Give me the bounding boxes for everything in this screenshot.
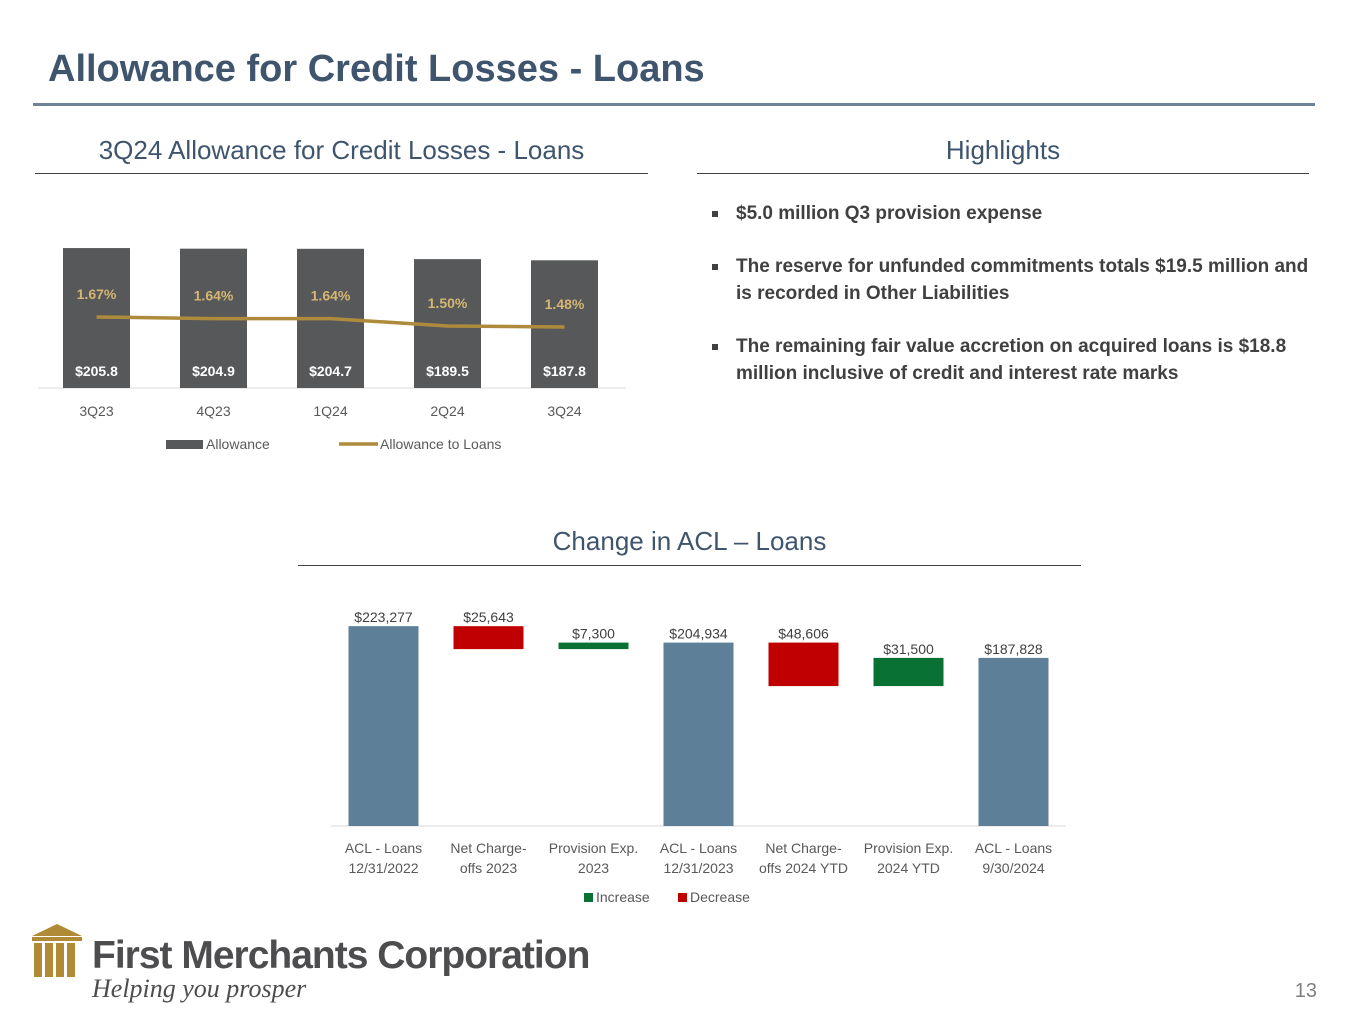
x-tick-label: 2Q24: [430, 403, 465, 419]
allowance-bar-label: $189.5: [426, 363, 469, 379]
highlights-title: Highlights: [945, 135, 1061, 165]
legend-label-decrease: Decrease: [690, 889, 750, 905]
decrease-bar: [769, 643, 839, 687]
x-tick-label: Provision Exp.: [863, 840, 954, 856]
x-tick-label: ACL - Loans: [344, 840, 423, 856]
company-name: First Merchants Corporation: [92, 934, 590, 977]
allowance-chart: [30, 230, 640, 470]
x-tick-label: 3Q23: [79, 403, 114, 419]
x-tick-label: Net Charge-: [450, 840, 527, 856]
allowance-bar-label: $204.7: [309, 363, 352, 379]
allowance-bar-label: $187.8: [543, 363, 586, 379]
acl-change-divider: [298, 565, 1081, 566]
bullet-icon: [712, 344, 718, 350]
highlight-item: The remaining fair value accretion on acquired loans is $18.8 million inclusive of credit and interest rate marks: [712, 333, 1322, 387]
total-bar: [979, 658, 1049, 826]
value-label: $187,828: [984, 640, 1043, 657]
highlight-item: $5.0 million Q3 provision expense: [712, 200, 1322, 227]
legend-swatch-allowance: [166, 440, 203, 449]
legend-swatch-decrease: [678, 893, 687, 902]
x-tick-label: 2023: [577, 860, 610, 876]
ratio-label: 1.67%: [76, 285, 117, 302]
legend-label-allowance: Allowance: [206, 436, 270, 452]
total-bar: [349, 626, 419, 826]
x-tick-label: Provision Exp.: [548, 840, 639, 856]
increase-bar: [874, 658, 944, 686]
x-tick-label: ACL - Loans: [659, 840, 738, 856]
x-tick-label: 2024 YTD: [877, 860, 940, 876]
legend-label-increase: Increase: [596, 889, 650, 905]
ratio-label: 1.50%: [427, 295, 468, 311]
page-title: Allowance for Credit Losses - Loans: [48, 48, 705, 90]
x-tick-label: 12/31/2022: [348, 860, 419, 876]
bullet-icon: [712, 264, 718, 270]
value-label: $31,500: [883, 640, 934, 657]
allowance-bar-label: $205.8: [75, 363, 118, 379]
highlights-list: [712, 200, 1322, 413]
highlight-item: The reserve for unfunded commitments totals $19.5 million and is recorded in Other Liabilities: [712, 253, 1322, 307]
increase-bar: [559, 643, 629, 650]
ratio-label: 1.64%: [193, 287, 234, 304]
x-tick-label: offs 2024 YTD: [759, 860, 848, 876]
x-tick-label: 4Q23: [196, 403, 231, 419]
allowance-bar-label: $204.9: [192, 363, 235, 379]
x-tick-label: 12/31/2023: [663, 860, 734, 876]
value-label: $25,643: [463, 609, 514, 626]
allowance-chart-divider: [35, 173, 648, 174]
title-divider: [33, 103, 1315, 106]
x-tick-label: 1Q24: [313, 403, 348, 419]
page-number: 13: [1294, 980, 1317, 1002]
acl-change-title: Change in ACL – Loans: [552, 526, 827, 556]
company-tagline: Helping you prosper: [92, 974, 307, 1003]
x-tick-label: 3Q24: [547, 403, 582, 419]
x-tick-label: ACL - Loans: [974, 840, 1053, 856]
x-tick-label: Net Charge-: [765, 840, 842, 856]
bullet-icon: [712, 211, 718, 217]
value-label: $204,934: [669, 625, 728, 642]
value-label: $223,277: [354, 609, 413, 626]
legend-swatch-increase: [584, 893, 593, 902]
x-tick-label: 9/30/2024: [982, 860, 1045, 876]
legend-label-ratio: Allowance to Loans: [380, 436, 502, 452]
total-bar: [664, 643, 734, 826]
x-tick-label: offs 2023: [459, 860, 518, 876]
allowance-chart-title: 3Q24 Allowance for Credit Losses - Loans: [98, 135, 585, 165]
decrease-bar: [454, 626, 524, 649]
ratio-label: 1.64%: [310, 287, 351, 304]
highlights-divider: [697, 173, 1309, 174]
company-logo-icon: [28, 922, 86, 980]
acl-waterfall-chart: [320, 600, 1080, 915]
value-label: $48,606: [778, 625, 829, 642]
ratio-label: 1.48%: [544, 296, 585, 313]
value-label: $7,300: [572, 625, 615, 642]
